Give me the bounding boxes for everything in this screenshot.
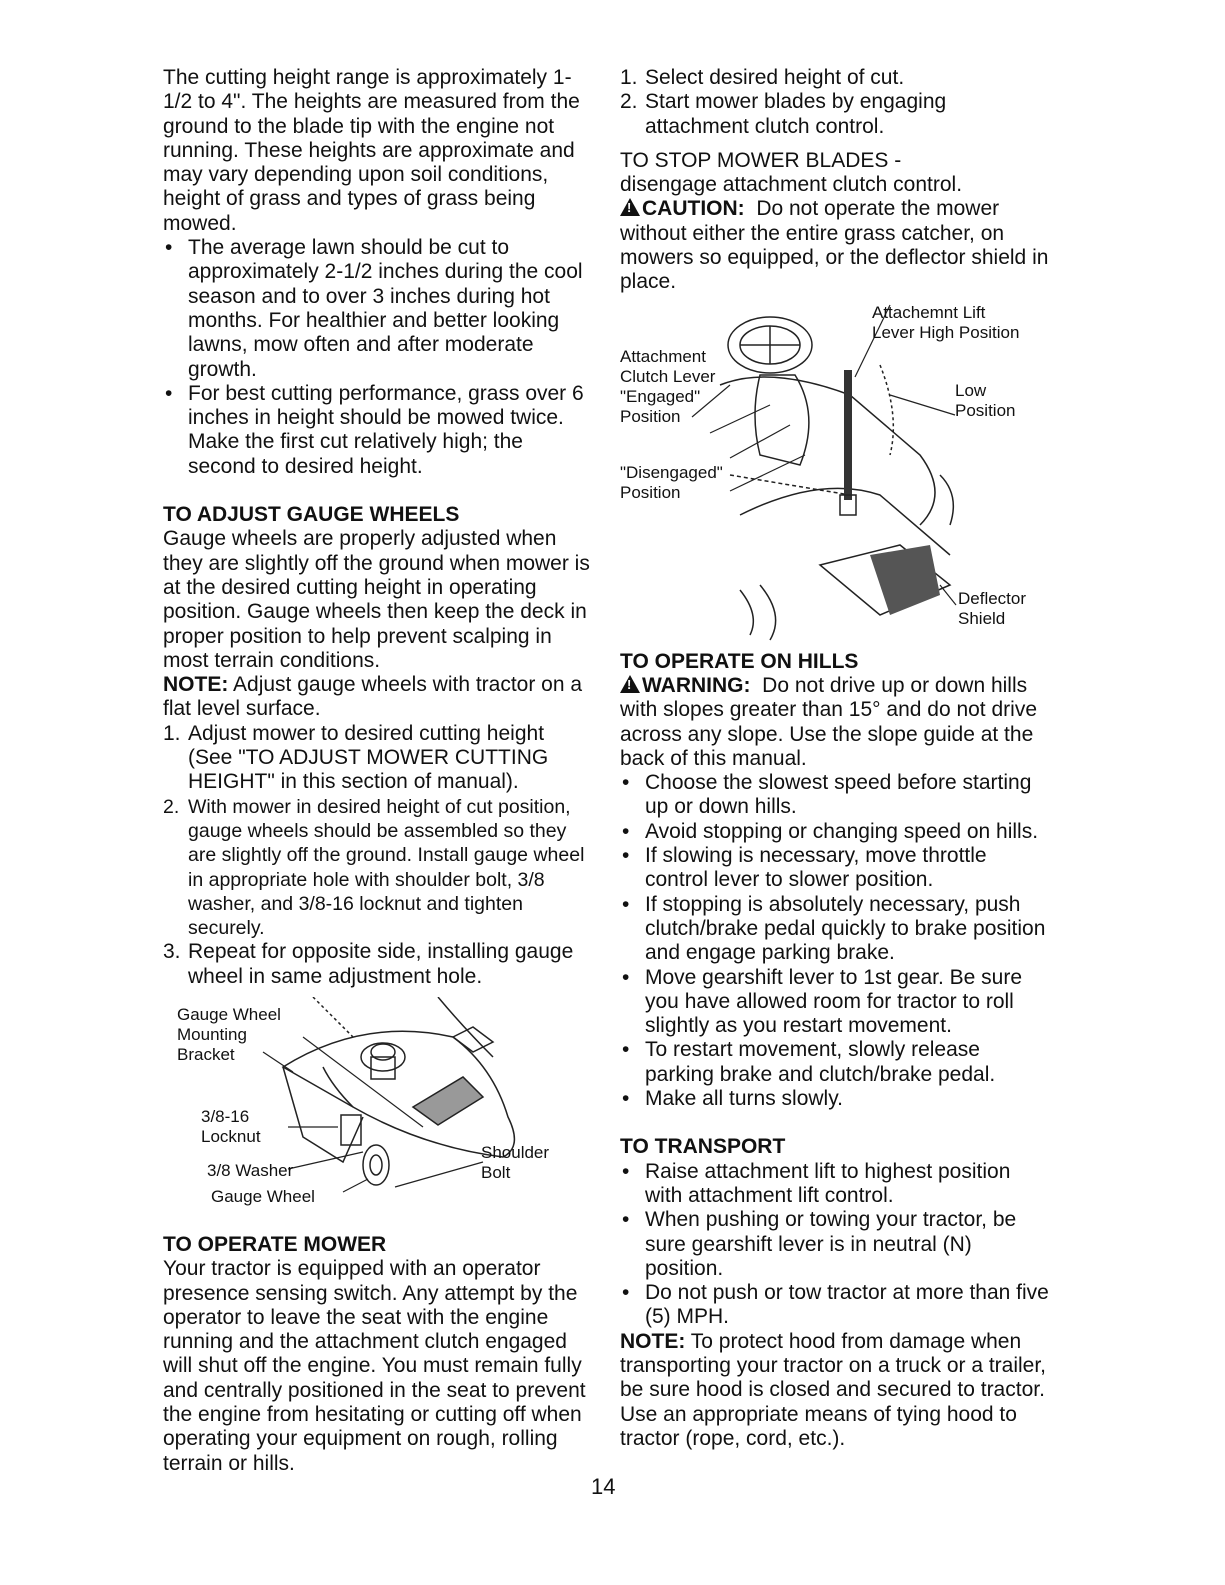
warning-triangle-icon [620, 675, 640, 693]
list-item: 2. Start mower blades by engaging attachment clutch control. [620, 90, 947, 138]
label-shoulder-bolt-2: Bolt [481, 1162, 511, 1182]
label-gauge-wheel-bracket-2: Mounting [177, 1024, 247, 1044]
cutting-height-intro: The cutting height range is approximately 1-1/2 to 4". The heights are measured from the ground to the blade tip with the engine not running. These heights are approximate and may vary depending upon soil conditions, height of grass and types of grass being mowed. [163, 66, 580, 235]
cutting-tips-list [163, 236, 593, 479]
gauge-wheel-figure [163, 997, 593, 1219]
transport-bullets-list [620, 1160, 1050, 1330]
label-gauge-wheel-bracket-3: Bracket [177, 1044, 235, 1064]
gauge-wheels-text: Gauge wheels are properly adjusted when they are slightly off the ground when mower is at the desired cutting height in operating position. Gauge wheels then keep the deck in proper position to help prevent scalping in most terrain conditions. [163, 527, 590, 672]
list-item: • If slowing is necessary, move throttle control lever to slower position. [622, 844, 987, 892]
label-low-position-2: Position [955, 400, 1016, 420]
label-gauge-wheel: Gauge Wheel [211, 1186, 315, 1206]
hills-bullets-list [620, 771, 1050, 1111]
list-item: • Raise attachment lift to highest position with attachment lift control. [622, 1159, 1011, 1207]
list-item: • Avoid stopping or changing speed on hills. [622, 819, 1039, 843]
page-number: 14 [591, 1474, 616, 1499]
label-locknut-1: 3/8-16 [201, 1106, 250, 1126]
list-item: • The average lawn should be cut to approximately 2-1/2 inches during the cool season and to over 3 inches during hot months. For healthier and better looking lawns, mow often and after moderate growth. [165, 236, 583, 381]
transport-note: NOTE: To protect hood from damage when transporting your tractor on a truck or a trailer, be sure hood is closed and secured to tractor. Use an appropriate means of tying hood to tractor (rope, cord, etc.). [620, 1329, 1047, 1450]
label-lift-lever-2: Lever High Position [872, 322, 1020, 342]
label-clutch-lever-2: Clutch Lever [620, 366, 716, 386]
tractor-controls-figure [620, 295, 1050, 650]
list-item: 3. Repeat for opposite side, installing gauge wheel in same adjustment hole. [163, 940, 574, 988]
label-disengaged-2: Position [620, 482, 681, 502]
list-item: • Make all turns slowly. [622, 1087, 844, 1111]
gauge-note: NOTE: Adjust gauge wheels with tractor on a flat level surface. [163, 673, 583, 721]
label-deflector-shield-2: Shield [958, 608, 1006, 628]
warning-triangle-icon [620, 198, 640, 216]
warning-paragraph: !WARNING: Do not drive up or down hills with slopes greater than 15° and do not drive across any slope. Use the slope guide at the back of this manual. [620, 674, 1050, 771]
label-deflector-shield-1: Deflector [958, 588, 1027, 608]
list-item: 1. Adjust mower to desired cutting height (See "TO ADJUST MOWER CUTTING HEIGHT" in this section of manual). [163, 721, 549, 794]
list-item: 1. Select desired height of cut. [620, 66, 905, 89]
operate-mower-heading: TO OPERATE MOWER [163, 1232, 387, 1256]
list-item: • To restart movement, slowly release parking brake and clutch/brake pedal. [622, 1038, 996, 1086]
left-column [163, 66, 593, 1476]
label-disengaged-1: "Disengaged" [620, 462, 723, 482]
list-item: • Move gearshift lever to 1st gear. Be sure you have allowed room for tractor to roll slightly as you restart movement. [622, 965, 1023, 1038]
label-locknut-2: Locknut [201, 1126, 261, 1146]
label-clutch-lever-4: Position [620, 406, 681, 426]
gauge-wheels-heading: TO ADJUST GAUGE WHEELS [163, 503, 460, 527]
label-clutch-lever-1: Attachment [620, 346, 706, 366]
transport-heading: TO TRANSPORT [620, 1135, 786, 1159]
operate-mower-text: Your tractor is equipped with an operator presence sensing switch. Any attempt by the operator to leave the seat with the engine running and the attachment clutch engaged will shut off the engine. You must remain fully and centrally positioned in the seat to prevent the engine from hesitating or cutting off when operating your equipment on rough, rolling terrain or hills. [163, 1257, 586, 1475]
label-washer: 3/8 Washer [207, 1160, 294, 1180]
stop-blades-heading: TO STOP MOWER BLADES - [620, 148, 902, 172]
list-item: • For best cutting performance, grass over 6 inches in height should be mowed twice. Make the first cut relatively high; the second to desired height. [165, 381, 584, 478]
label-clutch-lever-3: "Engaged" [620, 386, 701, 406]
caution-paragraph: !CAUTION: Do not operate the mower without either the entire grass catcher, on mowers so equipped, or the deflector shield in place. [620, 197, 1050, 294]
list-item: 2. With mower in desired height of cut position, gauge wheels should be assembled so they are slightly off the ground. Install gauge wheel in appropriate hole with shoulder bolt, 3/8 washer, and 3/8-16 locknut and tighten securely. [163, 795, 585, 940]
right-column [620, 66, 1050, 1451]
hills-heading: TO OPERATE ON HILLS [620, 649, 859, 673]
list-item: • If stopping is absolutely necessary, push clutch/brake pedal quickly to brake position and engage parking brake. [622, 892, 1046, 965]
operate-steps-list [620, 66, 1050, 139]
stop-blades-text: disengage attachment clutch control. [620, 173, 963, 197]
label-lift-lever-1: Attachemnt Lift [872, 302, 986, 322]
list-item: • When pushing or towing your tractor, be sure gearshift lever is in neutral (N) position. [622, 1208, 1017, 1280]
list-item: • Choose the slowest speed before starting up or down hills. [622, 771, 1032, 819]
label-gauge-wheel-bracket-1: Gauge Wheel [177, 1004, 281, 1024]
label-low-position-1: Low [955, 380, 987, 400]
gauge-steps-list [163, 722, 593, 989]
label-shoulder-bolt-1: Shoulder [481, 1142, 550, 1162]
list-item: • Do not push or tow tractor at more than five (5) MPH. [622, 1281, 1049, 1329]
